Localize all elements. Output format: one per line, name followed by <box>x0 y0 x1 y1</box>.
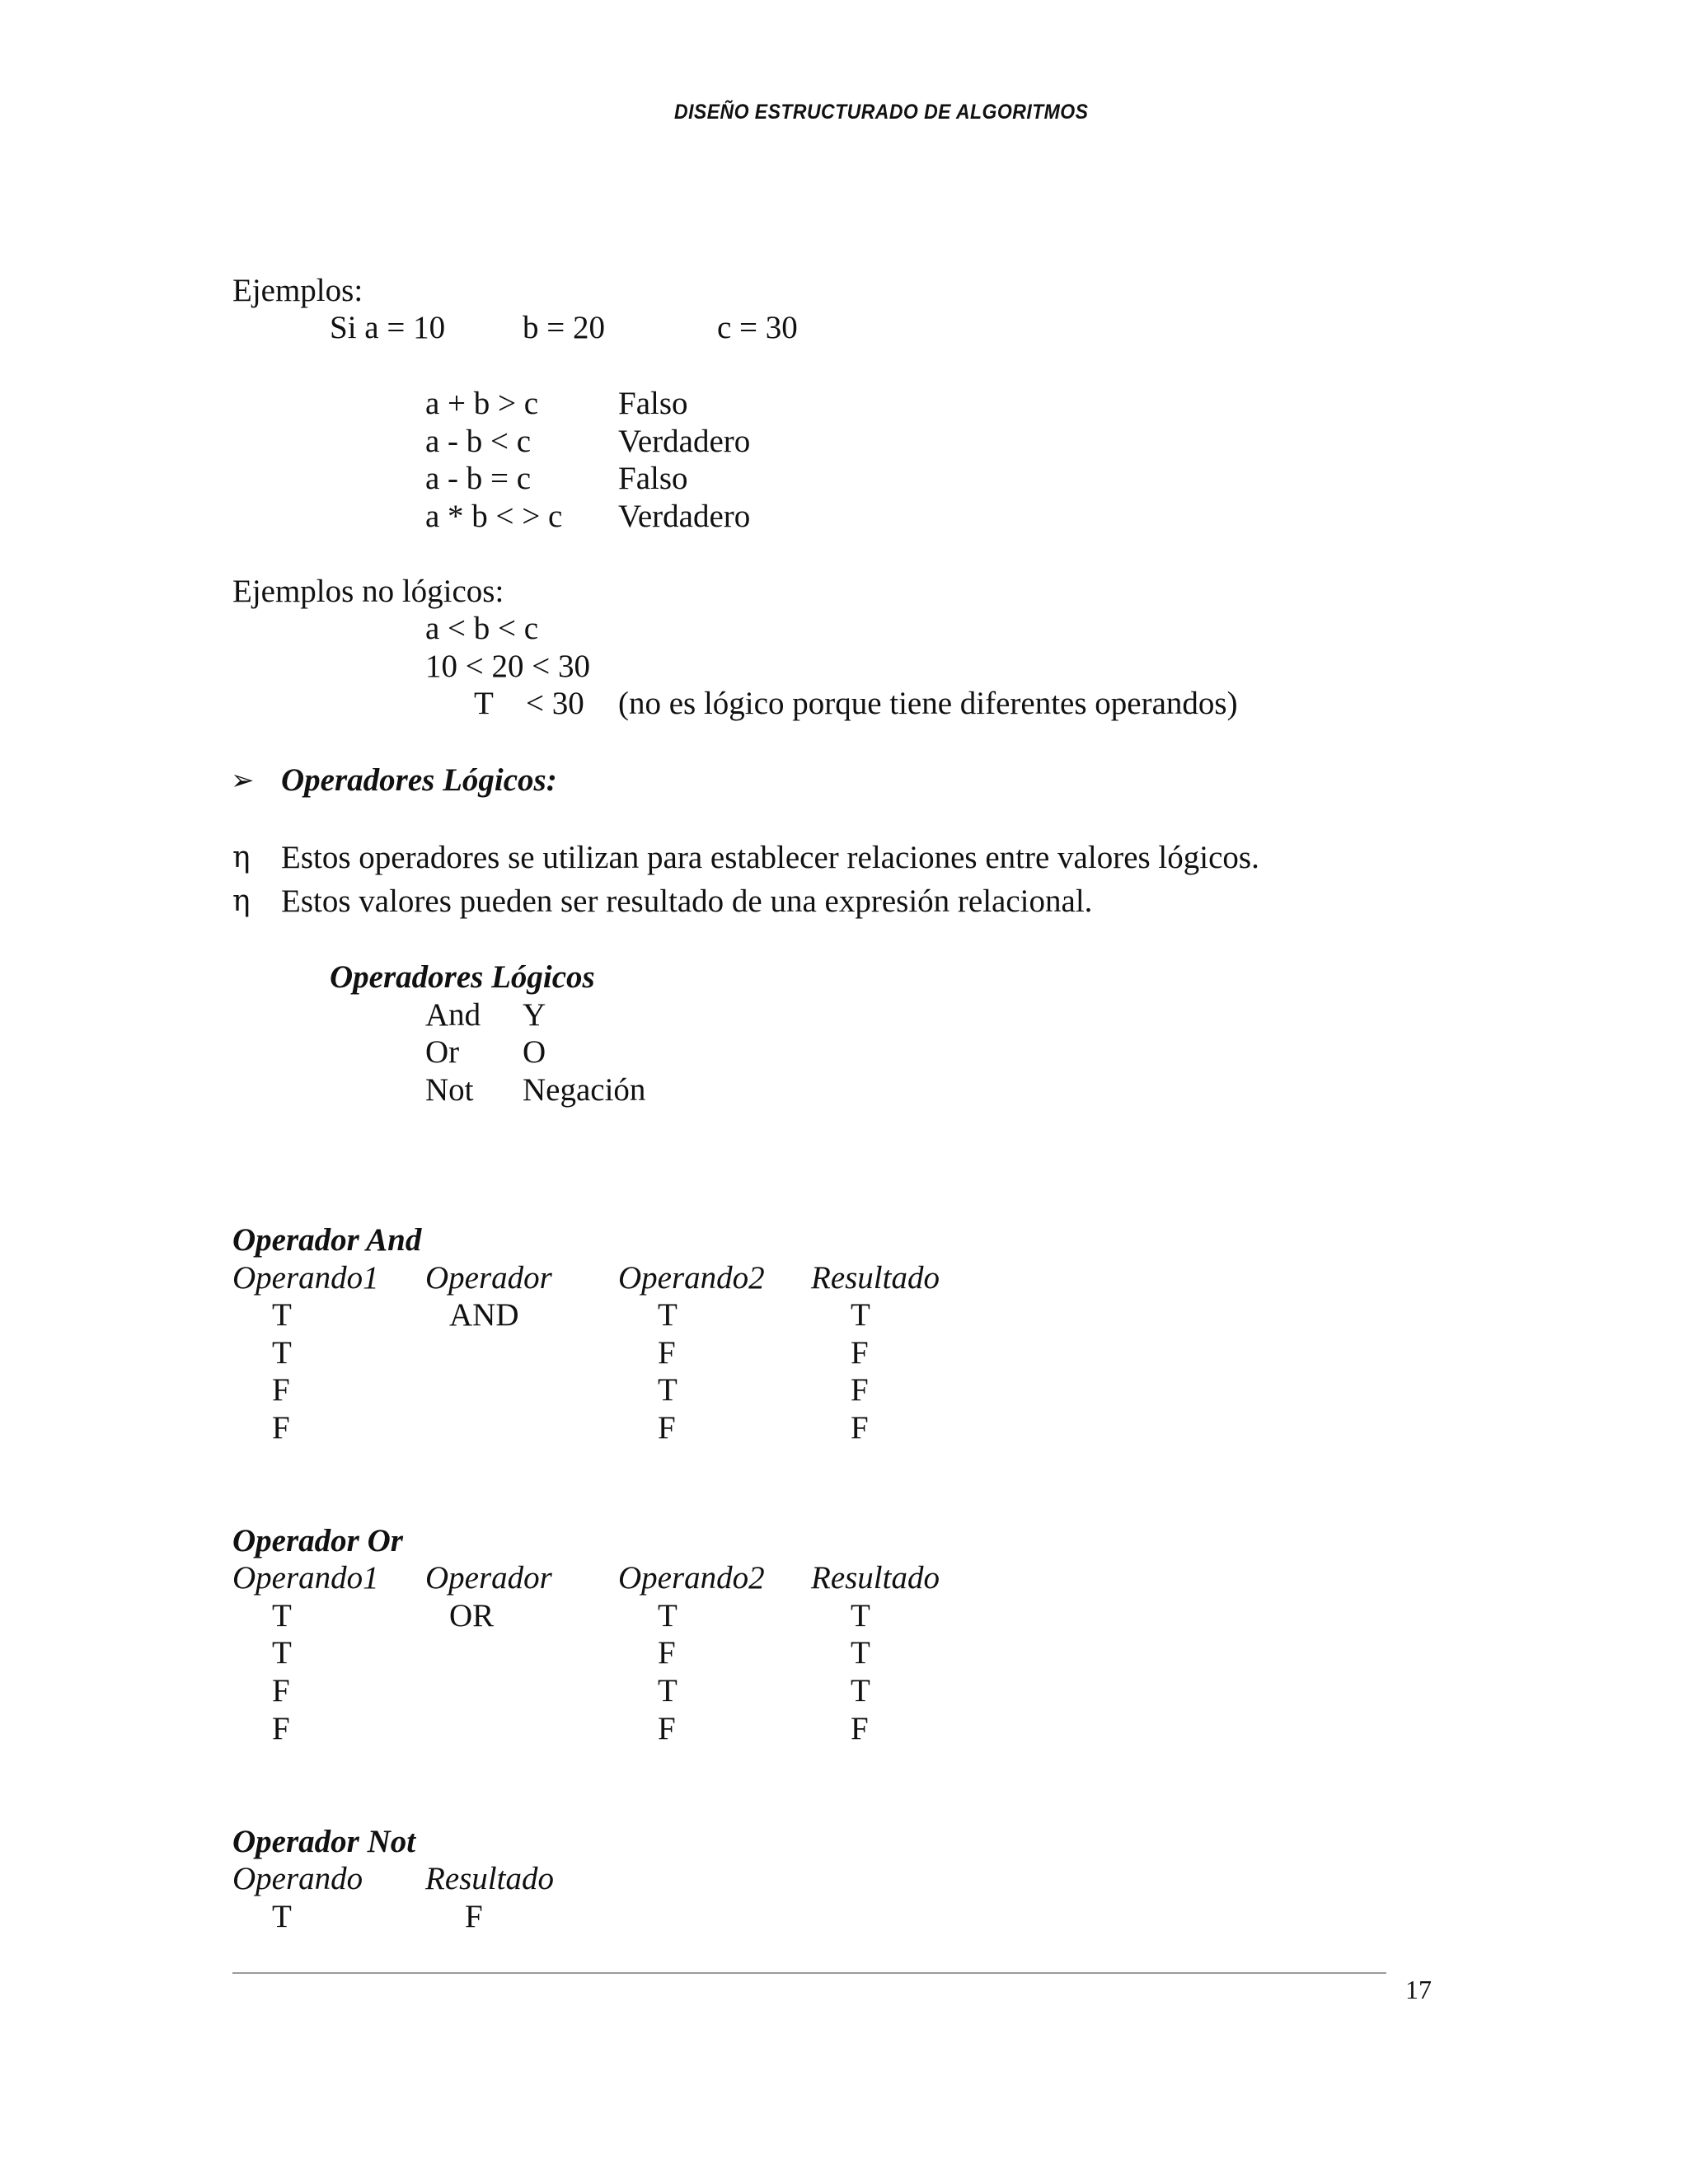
running-header: DISEÑO ESTRUCTURADO DE ALGORITMOS <box>674 101 1089 124</box>
ejemplos-heading: Ejemplos: <box>232 273 363 308</box>
and-cell: T <box>658 1297 678 1333</box>
footer-divider <box>232 1972 1386 1974</box>
bullet-text: Estos valores pueden ser resultado de una expresión relacional. <box>281 883 1093 919</box>
or-cell: T <box>272 1635 292 1671</box>
example-expression: a + b > c <box>425 386 539 421</box>
and-cell: F <box>272 1372 290 1408</box>
no-logicos-comparison: < 30 <box>526 686 584 721</box>
example-result: Falso <box>618 386 688 421</box>
or-operator-label: OR <box>449 1598 495 1633</box>
value-b: b = 20 <box>523 310 605 345</box>
not-header-resultado: Resultado <box>425 1861 554 1896</box>
no-logicos-line: 10 < 20 < 30 <box>425 649 590 684</box>
and-cell: F <box>658 1410 676 1446</box>
or-cell: F <box>272 1673 290 1708</box>
or-cell: F <box>658 1635 676 1671</box>
and-operator-label: AND <box>449 1297 519 1333</box>
operators-table-title: Operadores Lógicos <box>330 959 595 995</box>
or-cell: F <box>851 1711 869 1746</box>
bullet-text: Estos operadores se utilizan para establecer relaciones entre valores lógicos. <box>281 840 1259 875</box>
operator-name: And <box>425 997 481 1033</box>
eta-bullet-icon: η <box>232 841 251 874</box>
example-result: Falso <box>618 461 688 496</box>
or-header-operando2: Operando2 <box>618 1560 765 1596</box>
no-logicos-heading: Ejemplos no lógicos: <box>232 574 504 609</box>
or-cell: T <box>851 1598 870 1633</box>
not-header-operando: Operando <box>232 1861 363 1896</box>
section-heading: Operadores Lógicos: <box>281 762 557 798</box>
and-cell: F <box>272 1410 290 1446</box>
or-cell: T <box>851 1673 870 1708</box>
or-cell: F <box>272 1711 290 1746</box>
or-header-operador: Operador <box>425 1560 552 1596</box>
and-header-resultado: Resultado <box>811 1260 940 1296</box>
operator-meaning: Y <box>523 997 546 1033</box>
example-result: Verdadero <box>618 499 751 534</box>
or-header-operando1: Operando1 <box>232 1560 379 1596</box>
value-c: c = 30 <box>717 310 798 345</box>
no-logicos-note: (no es lógico porque tiene diferentes operandos) <box>618 686 1238 721</box>
or-cell: F <box>658 1711 676 1746</box>
and-cell: T <box>272 1335 292 1371</box>
and-cell: T <box>851 1297 870 1333</box>
not-table-title: Operador Not <box>232 1824 416 1859</box>
and-cell: F <box>851 1410 869 1446</box>
no-logicos-line: a < b < c <box>425 611 539 646</box>
eta-bullet-icon: η <box>232 884 251 918</box>
example-expression: a * b < > c <box>425 499 563 534</box>
example-result: Verdadero <box>618 424 751 459</box>
not-cell: F <box>465 1899 483 1934</box>
and-cell: F <box>851 1335 869 1371</box>
no-logicos-t: T <box>474 686 494 721</box>
and-cell: F <box>851 1372 869 1408</box>
not-cell: T <box>272 1899 292 1934</box>
operator-name: Not <box>425 1072 474 1108</box>
operator-meaning: O <box>523 1034 546 1070</box>
and-header-operando2: Operando2 <box>618 1260 765 1296</box>
example-expression: a - b < c <box>425 424 532 459</box>
or-cell: T <box>851 1635 870 1671</box>
page-number: 17 <box>1405 1975 1432 2004</box>
and-cell: T <box>658 1372 678 1408</box>
arrow-bullet-icon: ➢ <box>231 764 255 797</box>
value-a: Si a = 10 <box>330 310 446 345</box>
and-table-title: Operador And <box>232 1222 422 1258</box>
and-header-operador: Operador <box>425 1260 552 1296</box>
and-cell: F <box>658 1335 676 1371</box>
or-table-title: Operador Or <box>232 1523 403 1558</box>
and-cell: T <box>272 1297 292 1333</box>
or-header-resultado: Resultado <box>811 1560 940 1596</box>
or-cell: T <box>658 1598 678 1633</box>
or-cell: T <box>658 1673 678 1708</box>
operator-name: Or <box>425 1034 460 1070</box>
example-expression: a - b = c <box>425 461 532 496</box>
operator-meaning: Negación <box>523 1072 646 1108</box>
or-cell: T <box>272 1598 292 1633</box>
and-header-operando1: Operando1 <box>232 1260 379 1296</box>
